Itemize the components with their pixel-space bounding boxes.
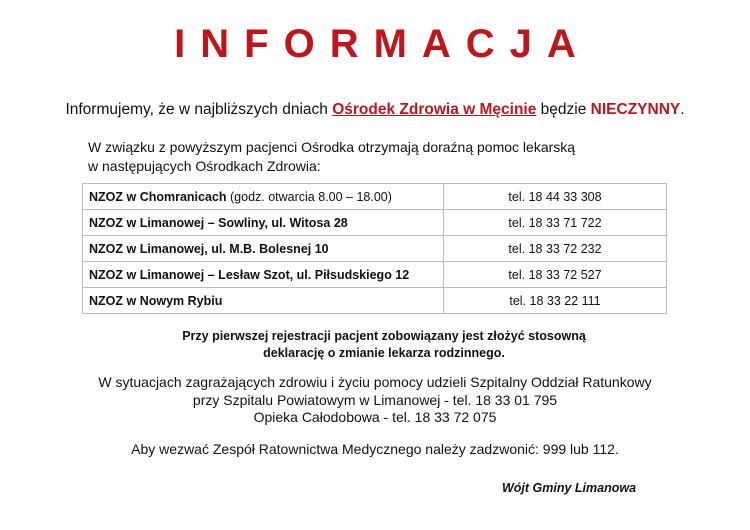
clinic-name-cell (83, 288, 444, 314)
registration-note-line-1: Przy pierwszej rejestracji pacjent zobowiązany jest złożyć stosowną (182, 329, 586, 343)
clinic-name: NZOZ w Limanowej – Sowliny, ul. Witosa 28 (89, 215, 348, 230)
clinic-phone: tel. 18 33 72 527 (444, 262, 667, 288)
table-row (83, 288, 667, 314)
clinic-phone: tel. 18 33 22 111 (444, 288, 667, 314)
clinic-phone: tel. 18 33 72 232 (444, 236, 667, 262)
emergency-line-2: przy Szpitalu Powiatowym w Limanowej - tel. 18 33 01 795 (192, 391, 558, 408)
ambulance-paragraph: Aby wezwać Zespół Ratownictwa Medycznego należy zadzwonić: 999 lub 112. (131, 441, 619, 457)
clinic-name-cell (83, 236, 444, 262)
intro-text-3: . (680, 101, 685, 118)
registration-note-line-2: deklarację o zmianie lekarza rodzinnego. (263, 346, 505, 360)
emergency-line-3: Opieka Całodobowa - tel. 18 33 72 075 (253, 409, 497, 425)
closed-clinic-name: Ośrodek Zdrowia w Męcinie (332, 101, 537, 118)
page-title: INFORMACJA (174, 22, 591, 66)
table-row (83, 262, 667, 288)
clinic-hours: (godz. otwarcia 8.00 – 18.00) (226, 189, 392, 204)
registration-note (0, 328, 750, 362)
alternative-care-line-2: w następujących Ośrodkach Zdrowia: (88, 158, 321, 174)
clinic-name: NZOZ w Limanowej, ul. M.B. Bolesnej 10 (89, 241, 329, 256)
clinic-name: NZOZ w Nowym Rybiu (89, 293, 223, 308)
intro-text-2: będzie (536, 101, 591, 118)
emergency-line-1: W sytuacjach zagrażających zdrowiu i życiu pomocy udzieli Szpitalny Oddział Ratunkowy (98, 374, 652, 390)
emergency-paragraph (0, 374, 750, 427)
clinic-name-cell (83, 210, 444, 236)
signature: Wójt Gminy Limanowa (502, 481, 637, 495)
clinic-phone: tel. 18 44 33 308 (444, 184, 667, 210)
clinic-name: NZOZ w Chomranicach (89, 189, 227, 204)
alternative-care-line-1: W związku z powyższym pacjenci Ośrodka otrzymają doraźną pomoc lekarską (88, 139, 576, 155)
intro-paragraph (0, 101, 750, 119)
intro-text-1: Informujemy, że w najbliższych dniach (65, 101, 333, 118)
clinic-name-cell (83, 262, 444, 288)
clinics-table (82, 183, 667, 314)
closed-status: NIECZYNNY (590, 101, 681, 118)
table-row (83, 184, 667, 210)
table-row (83, 210, 667, 236)
alternative-care-paragraph (88, 138, 688, 176)
clinic-name-cell (83, 184, 444, 210)
clinic-name: NZOZ w Limanowej – Lesław Szot, ul. Piłsudskiego 12 (89, 267, 410, 282)
table-row (83, 236, 667, 262)
clinic-phone: tel. 18 33 71 722 (444, 210, 667, 236)
